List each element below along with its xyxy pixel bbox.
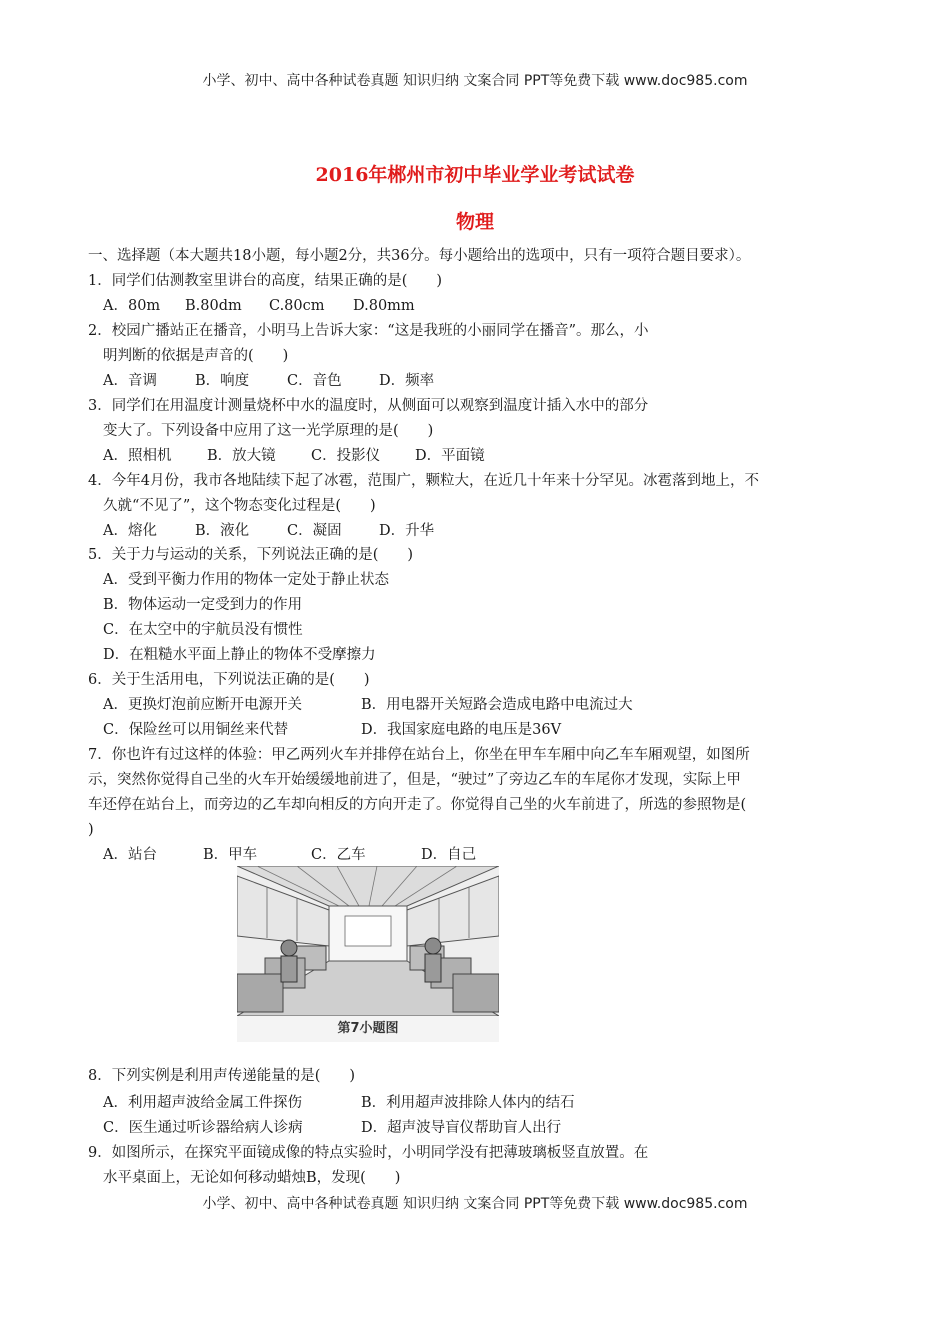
exam-subject: 物理 [455,211,494,233]
q7-option-d: D．自己 [421,847,477,863]
q2-options [103,371,434,391]
q8-option-b: B．利用超声波排除人体内的结石 [361,1095,575,1111]
q6-option-d: D．我国家庭电路的电压是36V [361,722,562,738]
q6-option-b: B．用电器开关短路会造成电路中电流过大 [361,697,633,713]
q1-option-a: A．80m [103,298,161,314]
q8-stem: 8．下列实例是利用声传递能量的是( ) [88,1068,356,1084]
exam-title: 2016年郴州市初中毕业学业考试试卷 [315,164,635,186]
q7-option-b: B．甲车 [203,847,258,863]
q4-option-a: A．熔化 [103,523,157,539]
q5-option-d: D．在粗糙水平面上静止的物体不受摩擦力 [103,647,376,663]
q2-stem-line1: 2．校园广播站正在播音，小明马上告诉大家：“这是我班的小丽同学在播音”。那么，小 [88,323,649,339]
q8-option-d: D．超声波导盲仪帮助盲人出行 [361,1120,562,1136]
header-banner: 小学、初中、高中各种试卷真题 知识归纳 文案合同 PPT等免费下载 www.doc985.com [202,73,748,89]
footer-banner: 小学、初中、高中各种试卷真题 知识归纳 文案合同 PPT等免费下载 www.doc985.com [202,1196,748,1212]
q4-stem-line2: 久就“不见了”，这个物态变化过程是( ) [103,498,376,514]
q5-option-b: B．物体运动一定受到力的作用 [103,597,303,613]
q6-option-a: A．更换灯泡前应断开电源开关 [103,697,302,713]
q7-stem-line1: 7．你也许有过这样的体验：甲乙两列火车并排停在站台上，你坐在甲车车厢中向乙车车厢观望，如图所 [88,747,750,763]
q2-stem-line2: 明判断的依据是声音的( ) [103,348,289,364]
q5-option-a: A．受到平衡力作用的物体一定处于静止状态 [103,572,389,588]
q3-stem-line2: 变大了。下列设备中应用了这一光学原理的是( ) [103,423,434,439]
q7-option-c: C．乙车 [311,847,366,863]
q8-option-a: A．利用超声波给金属工件探伤 [103,1095,302,1111]
q7-figure-caption: 第7小题图 [337,1021,399,1036]
q1-option-d: D.80mm [353,298,415,314]
q6-options-row1 [103,695,633,715]
q7-figure-train-interior [237,866,499,1042]
q4-option-b: B．液化 [195,523,250,539]
q5-stem: 5．关于力与运动的关系，下列说法正确的是( ) [88,547,414,563]
q4-options [103,521,434,541]
q4-option-d: D．升华 [379,523,435,539]
q1-options [103,296,415,316]
q7-stem-line3: 车还停在站台上，而旁边的乙车却向相反的方向开走了。你觉得自己坐的火车前进了，所选的参照物是( [88,797,747,813]
q7-option-a: A．站台 [103,847,157,863]
q8-option-c: C．医生通过听诊器给病人诊病 [103,1120,303,1136]
q2-option-a: A．音调 [103,373,157,389]
q8-options-row1 [103,1093,575,1113]
q8-options-row2 [103,1118,561,1138]
q4-stem-line1: 4．今年4月份，我市各地陆续下起了冰雹，范围广，颗粒大，在近几十年来十分罕见。冰雹落到地上，不 [88,473,759,489]
q3-stem-line1: 3．同学们在用温度计测量烧杯中水的温度时，从侧面可以观察到温度计插入水中的部分 [88,398,649,414]
train-interior-illustration [237,866,499,1016]
q7-options [103,845,476,865]
q7-stem-line2: 示，突然你觉得自己坐的火车开始缓缓地前进了，但是，“驶过”了旁边乙车的车尾你才发现，实际上甲 [88,772,741,788]
q1-stem: 1．同学们估测教室里讲台的高度，结果正确的是( ) [88,273,443,289]
section-heading: 一、选择题（本大题共18小题，每小题2分，共36分。每小题给出的选项中，只有一项符合题目要求）。 [88,248,751,264]
q2-option-b: B．响度 [195,373,250,389]
q2-option-d: D．频率 [379,373,435,389]
q3-option-a: A．照相机 [103,448,172,464]
q3-options [103,446,485,466]
q5-option-c: C．在太空中的宇航员没有惯性 [103,622,303,638]
q3-option-c: C．投影仪 [311,448,381,464]
q1-option-c: C.80cm [269,298,325,314]
q6-options-row2 [103,720,561,740]
q2-option-c: C．音色 [287,373,342,389]
q4-option-c: C．凝固 [287,523,342,539]
q3-option-b: B．放大镜 [207,448,276,464]
q6-stem: 6．关于生活用电，下列说法正确的是( ) [88,672,370,688]
q6-option-c: C．保险丝可以用铜丝来代替 [103,722,289,738]
q7-stem-line4: ) [88,822,94,838]
q9-stem-line1: 9．如图所示，在探究平面镜成像的特点实验时，小明同学没有把薄玻璃板竖直放置。在 [88,1145,649,1161]
q1-option-b: B.80dm [185,298,242,314]
q9-stem-line2: 水平桌面上，无论如何移动蜡烛B，发现( ) [103,1170,401,1186]
q3-option-d: D．平面镜 [415,448,485,464]
